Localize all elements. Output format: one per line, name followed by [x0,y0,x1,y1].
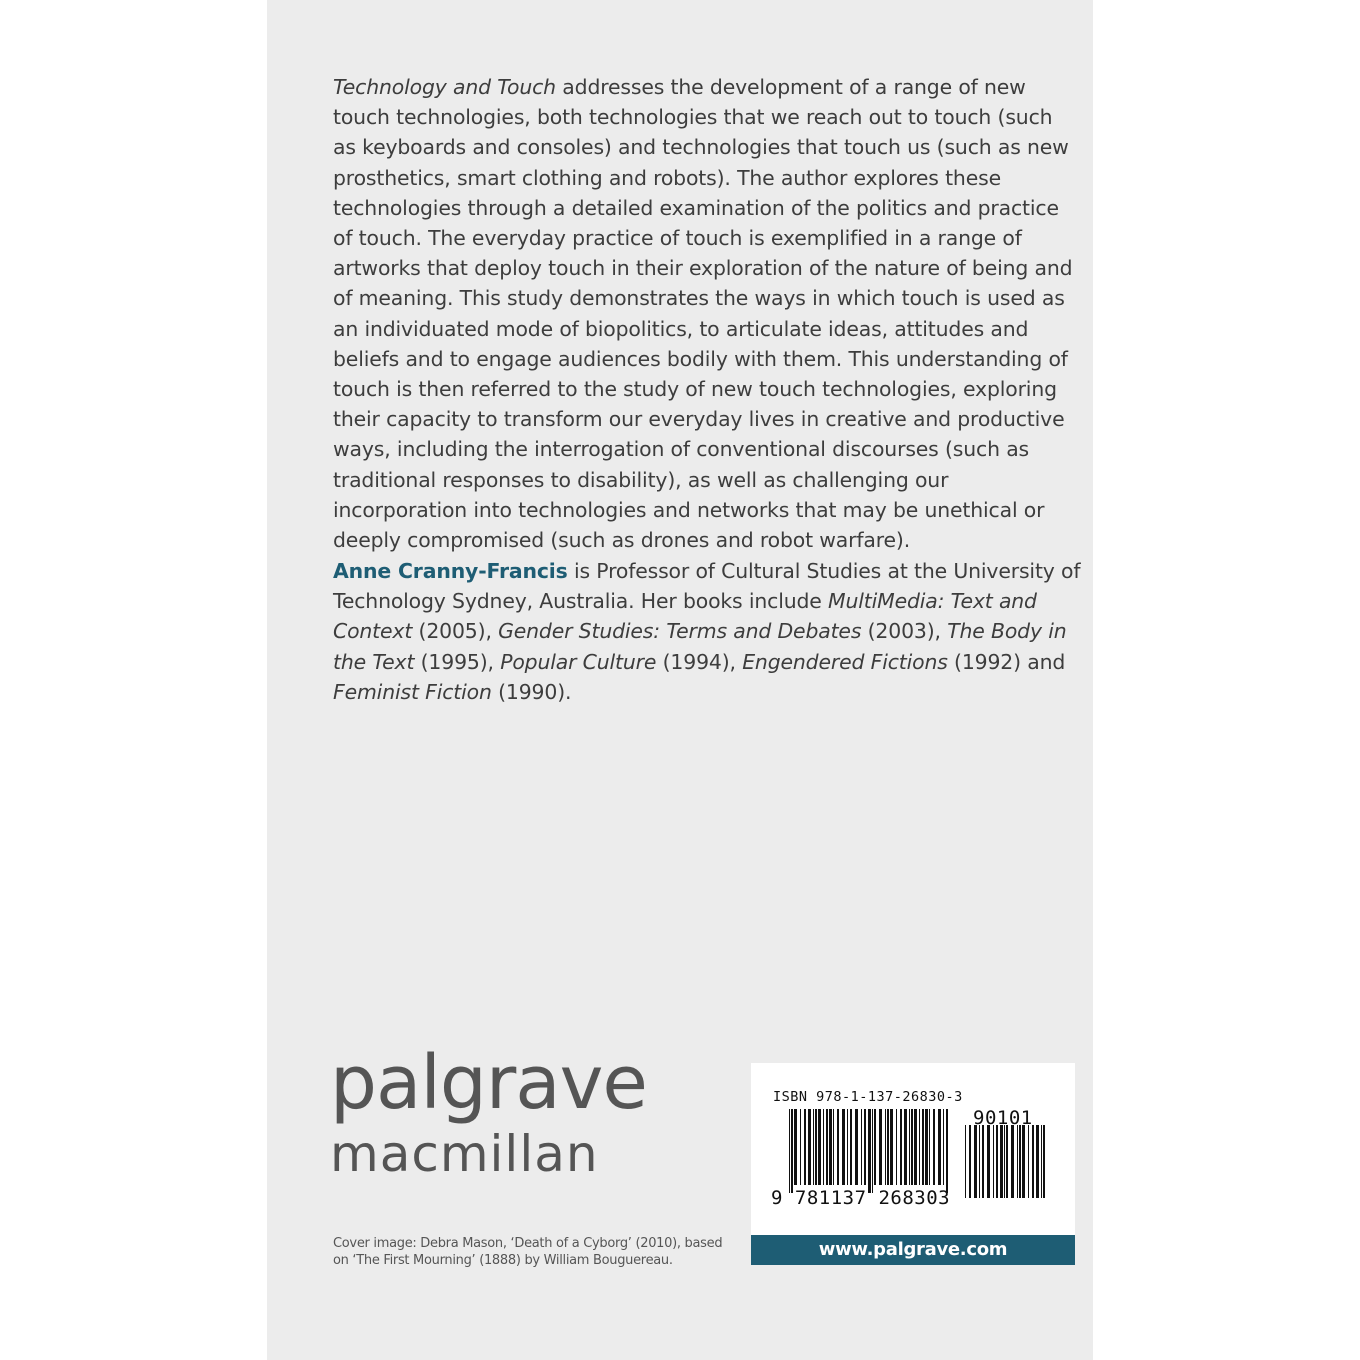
bio-text: is Professor of Cultural Studies at the University of Technology Sydney, Australia. Her books include [333,559,1081,614]
barcode-stripe [993,1125,994,1198]
barcode-stripe [815,1109,817,1185]
barcode-stripe [946,1109,948,1193]
barcode-stripe [1019,1125,1021,1198]
barcode-stripe [1011,1125,1014,1198]
barcode-stripe [1000,1125,1003,1198]
barcode-stripe [850,1109,852,1185]
barcode-stripe [890,1109,893,1185]
barcode-panel [751,1063,1075,1235]
barcode-stripe [808,1109,811,1185]
barcode-stripe [914,1109,917,1185]
barcode-stripe [896,1109,897,1185]
barcode-stripe [1041,1125,1042,1198]
barcode-stripe [987,1125,990,1198]
barcode-stripe [842,1109,845,1185]
barcode-stripe [885,1109,886,1185]
book-title-1: MultiMedia: Text and Context [333,589,1037,644]
barcode-stripe [789,1109,790,1193]
barcode-stripe [933,1109,935,1185]
book-title: Technology and Touch [333,75,556,99]
bio-year-1: (2005), [412,619,499,644]
publisher-logo-line2: macmillan [330,1125,599,1183]
barcode-stripe [969,1125,971,1198]
price-code: 90101 [973,1107,1033,1129]
cover-credit-line2: on ‘The First Mourning’ (1888) by William Bouguereau. [333,1253,673,1268]
book-title-6: Feminist Fiction [333,679,492,704]
barcode-stripe [911,1109,913,1185]
barcode-stripe [909,1109,910,1185]
barcode-stripe [929,1109,930,1185]
book-title-4: Popular Culture [500,649,657,674]
barcode-stripe [887,1109,889,1185]
barcode-stripe [829,1109,832,1185]
barcode-stripe [996,1125,998,1198]
barcode-stripe [1032,1125,1034,1198]
book-title-2: Gender Studies: Terms and Debates [498,619,862,644]
barcode-stripe [855,1109,858,1185]
bio-year-5: (1992) and [947,649,1066,674]
bio-year-4: (1994), [656,649,743,674]
book-description [333,72,1081,555]
barcode-stripe [979,1125,980,1198]
publisher-url[interactable]: www.palgrave.com [751,1235,1075,1265]
barcode-stripe [938,1109,941,1185]
barcode-stripe [1004,1125,1005,1198]
publisher-logo-line1: palgrave [330,1040,647,1126]
barcode-stripe [943,1109,944,1185]
publisher-logo [330,1040,647,1182]
barcode-stripe [833,1109,834,1185]
barcode-stripe [1043,1125,1045,1198]
barcode-stripe [847,1109,848,1185]
barcode-stripe [818,1109,821,1185]
barcode-stripe [900,1109,902,1185]
barcode-stripe [861,1109,862,1185]
isbn-number: ISBN 978-1-137-26830-3 [773,1089,963,1105]
barcode-stripe [1017,1125,1018,1198]
barcode-stripe [826,1109,828,1185]
author-name: Anne Cranny-Francis [333,559,568,583]
bio-year-3: (1995), [414,649,501,674]
barcode-stripe [919,1109,920,1185]
barcode-stripe [823,1109,824,1185]
barcode-stripe [1028,1125,1029,1198]
barcode-stripe [974,1125,977,1198]
barcode-stripe [982,1125,984,1198]
ean-number: 9 781137 268303 [771,1187,951,1209]
barcode-stripe [1006,1125,1008,1198]
barcode-stripe [1036,1125,1039,1198]
barcode-stripe [800,1109,801,1185]
barcode-stripe [922,1109,924,1185]
author-bio [333,556,1081,707]
bio-year-6: (1990). [491,679,572,704]
barcode-stripe [813,1109,814,1185]
barcode-stripe [804,1109,806,1185]
barcode-stripe [904,1109,907,1185]
barcode-stripe [874,1109,876,1185]
book-title-5: Engendered Fictions [742,649,948,674]
description-text: addresses the development of a range of new touch technologies, both technologies that we reach out to touch (such as keyboards and consoles) and technologies that touch us (such as new prosthetics, smart clothing and robots). The author explores these technologies through a detailed examination of the politics and practice of touch. The everyday practice of touch is exemplified in a range of artworks that deploy touch in their exploration of the nature of being and of meaning. This study demonstrates the ways in which touch is used as an individuated mode of biopolitics, to articulate ideas, attitudes and beliefs and to engage audiences bodily with them. This understanding of touch is then referred to the study of new touch technologies, exploring their capacity to transform our everyday lives in creative and productive ways, including the interrogation of conventional discourses (such as traditional responses to disability), as well as challenging our incorporation into technologies and networks that may be unethical or deeply compromised (such as drones and robot warfare). [333,75,1073,553]
barcode-stripe [965,1125,966,1198]
barcode-stripe [879,1109,882,1185]
barcode-stripe [872,1109,873,1193]
barcode-stripe [794,1109,797,1185]
barcode-stripe [1022,1125,1025,1198]
cover-credit-line1: Cover image: Debra Mason, ‘Death of a Cyborg’ (2010), based [333,1236,723,1251]
barcode-stripe [868,1109,871,1193]
cover-credit [333,1235,733,1269]
barcode-stripe [925,1109,928,1185]
bio-year-2: (2003), [861,619,948,644]
book-title-3: The Body in the Text [333,619,1067,674]
barcode-stripe [837,1109,839,1185]
barcode-stripe [791,1109,793,1193]
barcode-stripe [864,1109,866,1185]
